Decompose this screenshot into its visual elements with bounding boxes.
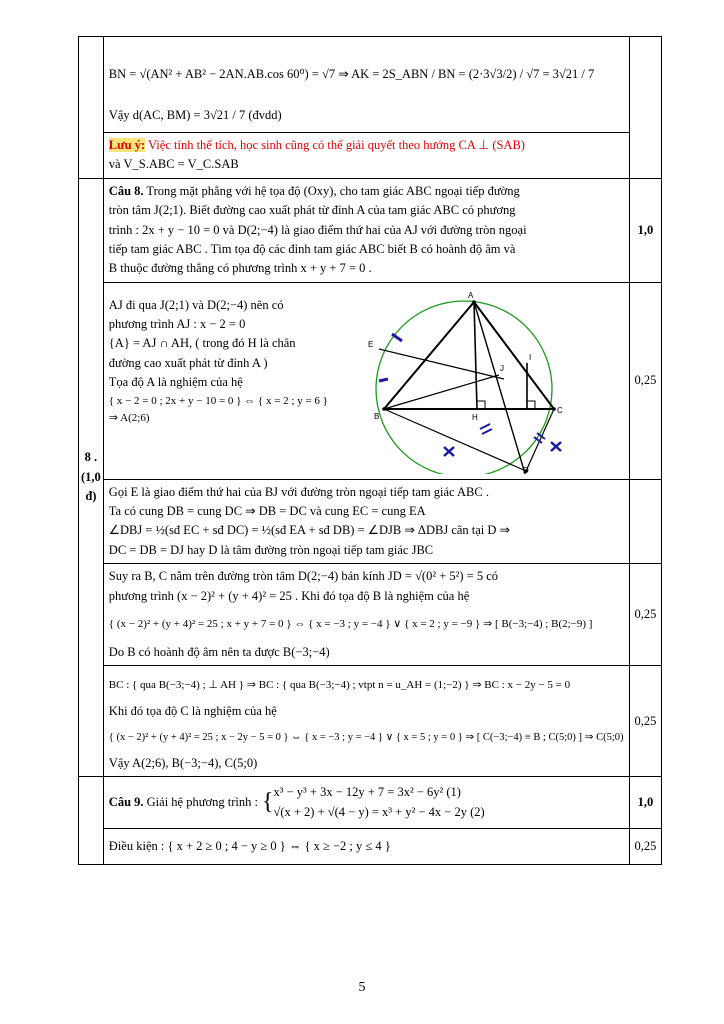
empty-score [629, 479, 662, 564]
right-angle-mark-h [477, 401, 485, 409]
question8-line2: tròn tâm J(2;1). Biết đường cao xuất phát từ đỉnh A của tam giác ABC có phương [108, 203, 516, 218]
distance-calculation [103, 37, 629, 133]
question8-line3: trình : 2x + y − 10 = 0 và D(2;−4) là giao điểm thứ hai của AJ với đường tròn ngoại [108, 222, 527, 237]
segment-tick [482, 429, 492, 434]
step1-line: đường cao xuất phát từ đỉnh A ) [108, 355, 268, 370]
question8-line1: Trong mặt phẳng với hệ tọa độ (Oxy), cho tam giác ABC ngoại tiếp đường [143, 183, 520, 198]
step3-score: 0,25 [629, 564, 662, 666]
note-text: Việc tính thể tích, học sinh cũng có thể giải quyết theo hướng CA ⊥ (SAB) [145, 138, 525, 152]
side-ab [384, 302, 474, 409]
question9-cell: Câu 9. Giải hệ phương trình : { x³ − y³ + 3x − 12y + 7 = 3x² − 6y² (1) √(x + 2) + √(4 − y) = x³ + y² − 4x − 2y (2) [103, 777, 629, 829]
step4-line: { (x − 2)² + (y + 4)² = 25 ; x − 2y − 5 = 0 } ⇔ { x = −3 ; y = −4 } ∨ { x = 5 ; y = 0 } ⇒ [ C(−3;−4) ≡ B ; C(5;0) ] ⇒ C(5;0) [108, 731, 624, 743]
point-label: D [522, 465, 529, 474]
condition-text: { x + 2 ≥ 0 ; 4 − y ≥ 0 } ⇔ { x ≥ −2 ; y ≤ 4 } [167, 839, 391, 854]
step1-line: { x − 2 = 0 ; 2x + y − 10 = 0 } ⇔ { x = 2 ; y = 6 } ⇒ A(2;6) [108, 394, 328, 424]
point-label: C [556, 405, 563, 415]
point-label: I [528, 352, 532, 362]
altitude-ah [474, 302, 477, 409]
step1-score: 0,25 [629, 282, 662, 479]
question8-line4: tiếp tam giác ABC . Tìm tọa độ các đỉnh tam giác ABC biết B có hoành độ âm và [108, 241, 516, 256]
step3-line: phương trình (x − 2)² + (y + 4)² = 25 . Khi đó tọa độ B là nghiệm của hệ [108, 588, 470, 603]
distance-result: Vậy d(AC, BM) = 3√21 / 7 (đvdd) [108, 108, 282, 123]
condition-label: Điều kiện : [108, 839, 165, 854]
condition-score: 0,25 [629, 829, 662, 865]
point-label: J [499, 363, 504, 373]
step3-cell [103, 564, 629, 666]
note-cell [103, 133, 629, 179]
point-label: A [467, 290, 474, 300]
step1-line: {A} = AJ ∩ AH, ( trong đó H là chân [108, 336, 296, 351]
step4-line: Vậy A(2;6), B(−3;−4), C(5;0) [108, 755, 258, 770]
step4-cell [103, 666, 629, 777]
question9-eq2: √(x + 2) + √(4 − y) = x³ + y² − 4x − 2y (2) [273, 804, 485, 819]
table-row [79, 666, 662, 777]
question8-line5: B thuộc đường thẳng có phương trình x + y + 7 = 0 . [108, 261, 372, 276]
table-row [79, 479, 662, 564]
line-cd [526, 409, 554, 471]
table-row [79, 37, 662, 133]
geometry-figure [364, 289, 564, 474]
question8-label: Câu 8. [108, 183, 144, 198]
side-ac [474, 302, 554, 409]
question8-score: 1,0 [629, 178, 662, 282]
step3-line: { (x − 2)² + (y + 4)² = 25 ; x + y + 7 = 0 } ⇔ { x = −3 ; y = −4 } ∨ { x = 2 ; y = −9 } ⇒ [ B(−3;−4) ; B(2;−9) ] [108, 617, 593, 630]
line-bd [384, 409, 526, 471]
empty-cell [79, 37, 104, 179]
table-row [79, 178, 662, 282]
table-row [79, 133, 662, 179]
step2-line: DC = DB = DJ hay D là tâm đường tròn ngoại tiếp tam giác JBC [108, 542, 434, 557]
table-row [79, 564, 662, 666]
right-angle-mark-i [527, 401, 535, 409]
question9-eq1: x³ − y³ + 3x − 12y + 7 = 3x² − 6y² (1) [273, 785, 461, 800]
question9-text: Giải hệ phương trình : [143, 795, 258, 810]
step2-line: ∠DBJ = ½(sđ EC + sđ DC) = ½(sđ EA + sđ DB) = ∠DJB ⇒ ΔDBJ cân tại D ⇒ [108, 523, 511, 538]
arc-tick-mark [379, 379, 388, 381]
step3-line: Suy ra B, C nằm trên đường tròn tâm D(2;−4) bán kính JD = √(0² + 5²) = 5 có [108, 569, 499, 584]
arc-tick-mark [392, 334, 402, 341]
point-label: H [471, 412, 478, 422]
point-label: B [373, 411, 380, 421]
table-row [79, 777, 662, 829]
condition-cell [103, 829, 629, 865]
step1-line: phương trình AJ : x − 2 = 0 [108, 317, 246, 331]
note-label: Lưu ý: [108, 138, 146, 152]
step1-line: Tọa độ A là nghiệm của hệ [108, 375, 243, 390]
step4-line: Khi đó tọa độ C là nghiệm của hệ [108, 704, 277, 719]
empty-score [629, 37, 662, 179]
page-number: 5 [358, 980, 366, 995]
solution-table [78, 36, 662, 865]
question8-cell [103, 178, 629, 282]
step4-line: BC : { qua B(−3;−4) ; ⊥ AH } ⇒ BC : { qua B(−3;−4) ; vtpt n = u_AH = (1;−2) } ⇒ BC : x − 2y − 5 = 0 [108, 679, 571, 692]
step1-line: AJ đi qua J(2;1) và D(2;−4) nên có [108, 297, 284, 312]
bn-ak-formula: BN = √(AN² + AB² − 2AN.AB.cos 60⁰) = √7 ⇒ AK = 2S_ABN / BN = (2·3√3/2) / √7 = 3√21 / 7 [108, 67, 595, 81]
step2-cell [103, 479, 629, 564]
line-ad [471, 302, 526, 474]
segment-tick [480, 424, 490, 429]
step1-cell [103, 282, 629, 479]
question9-label: Câu 9. [108, 795, 144, 810]
step3-line: Do B có hoành độ âm nên ta được B(−3;−4) [108, 644, 330, 659]
empty-cell [79, 777, 104, 865]
point-label: E [367, 339, 374, 349]
step4-score: 0,25 [629, 666, 662, 777]
table-row [79, 282, 662, 479]
section-label: 8 .(1,0 đ) [79, 178, 104, 777]
line-bj [384, 375, 499, 409]
table-row [79, 829, 662, 865]
note-line2: và V_S.ABC = V_C.SAB [108, 157, 239, 172]
line-ej [379, 349, 504, 379]
question9-score: 1,0 [629, 777, 662, 829]
step2-line: Gọi E là giao điểm thứ hai của BJ với đường tròn ngoại tiếp tam giác ABC . [108, 484, 489, 499]
step2-line: Ta có cung DB = cung DC ⇒ DB = DC và cung EC = cung EA [108, 504, 426, 518]
